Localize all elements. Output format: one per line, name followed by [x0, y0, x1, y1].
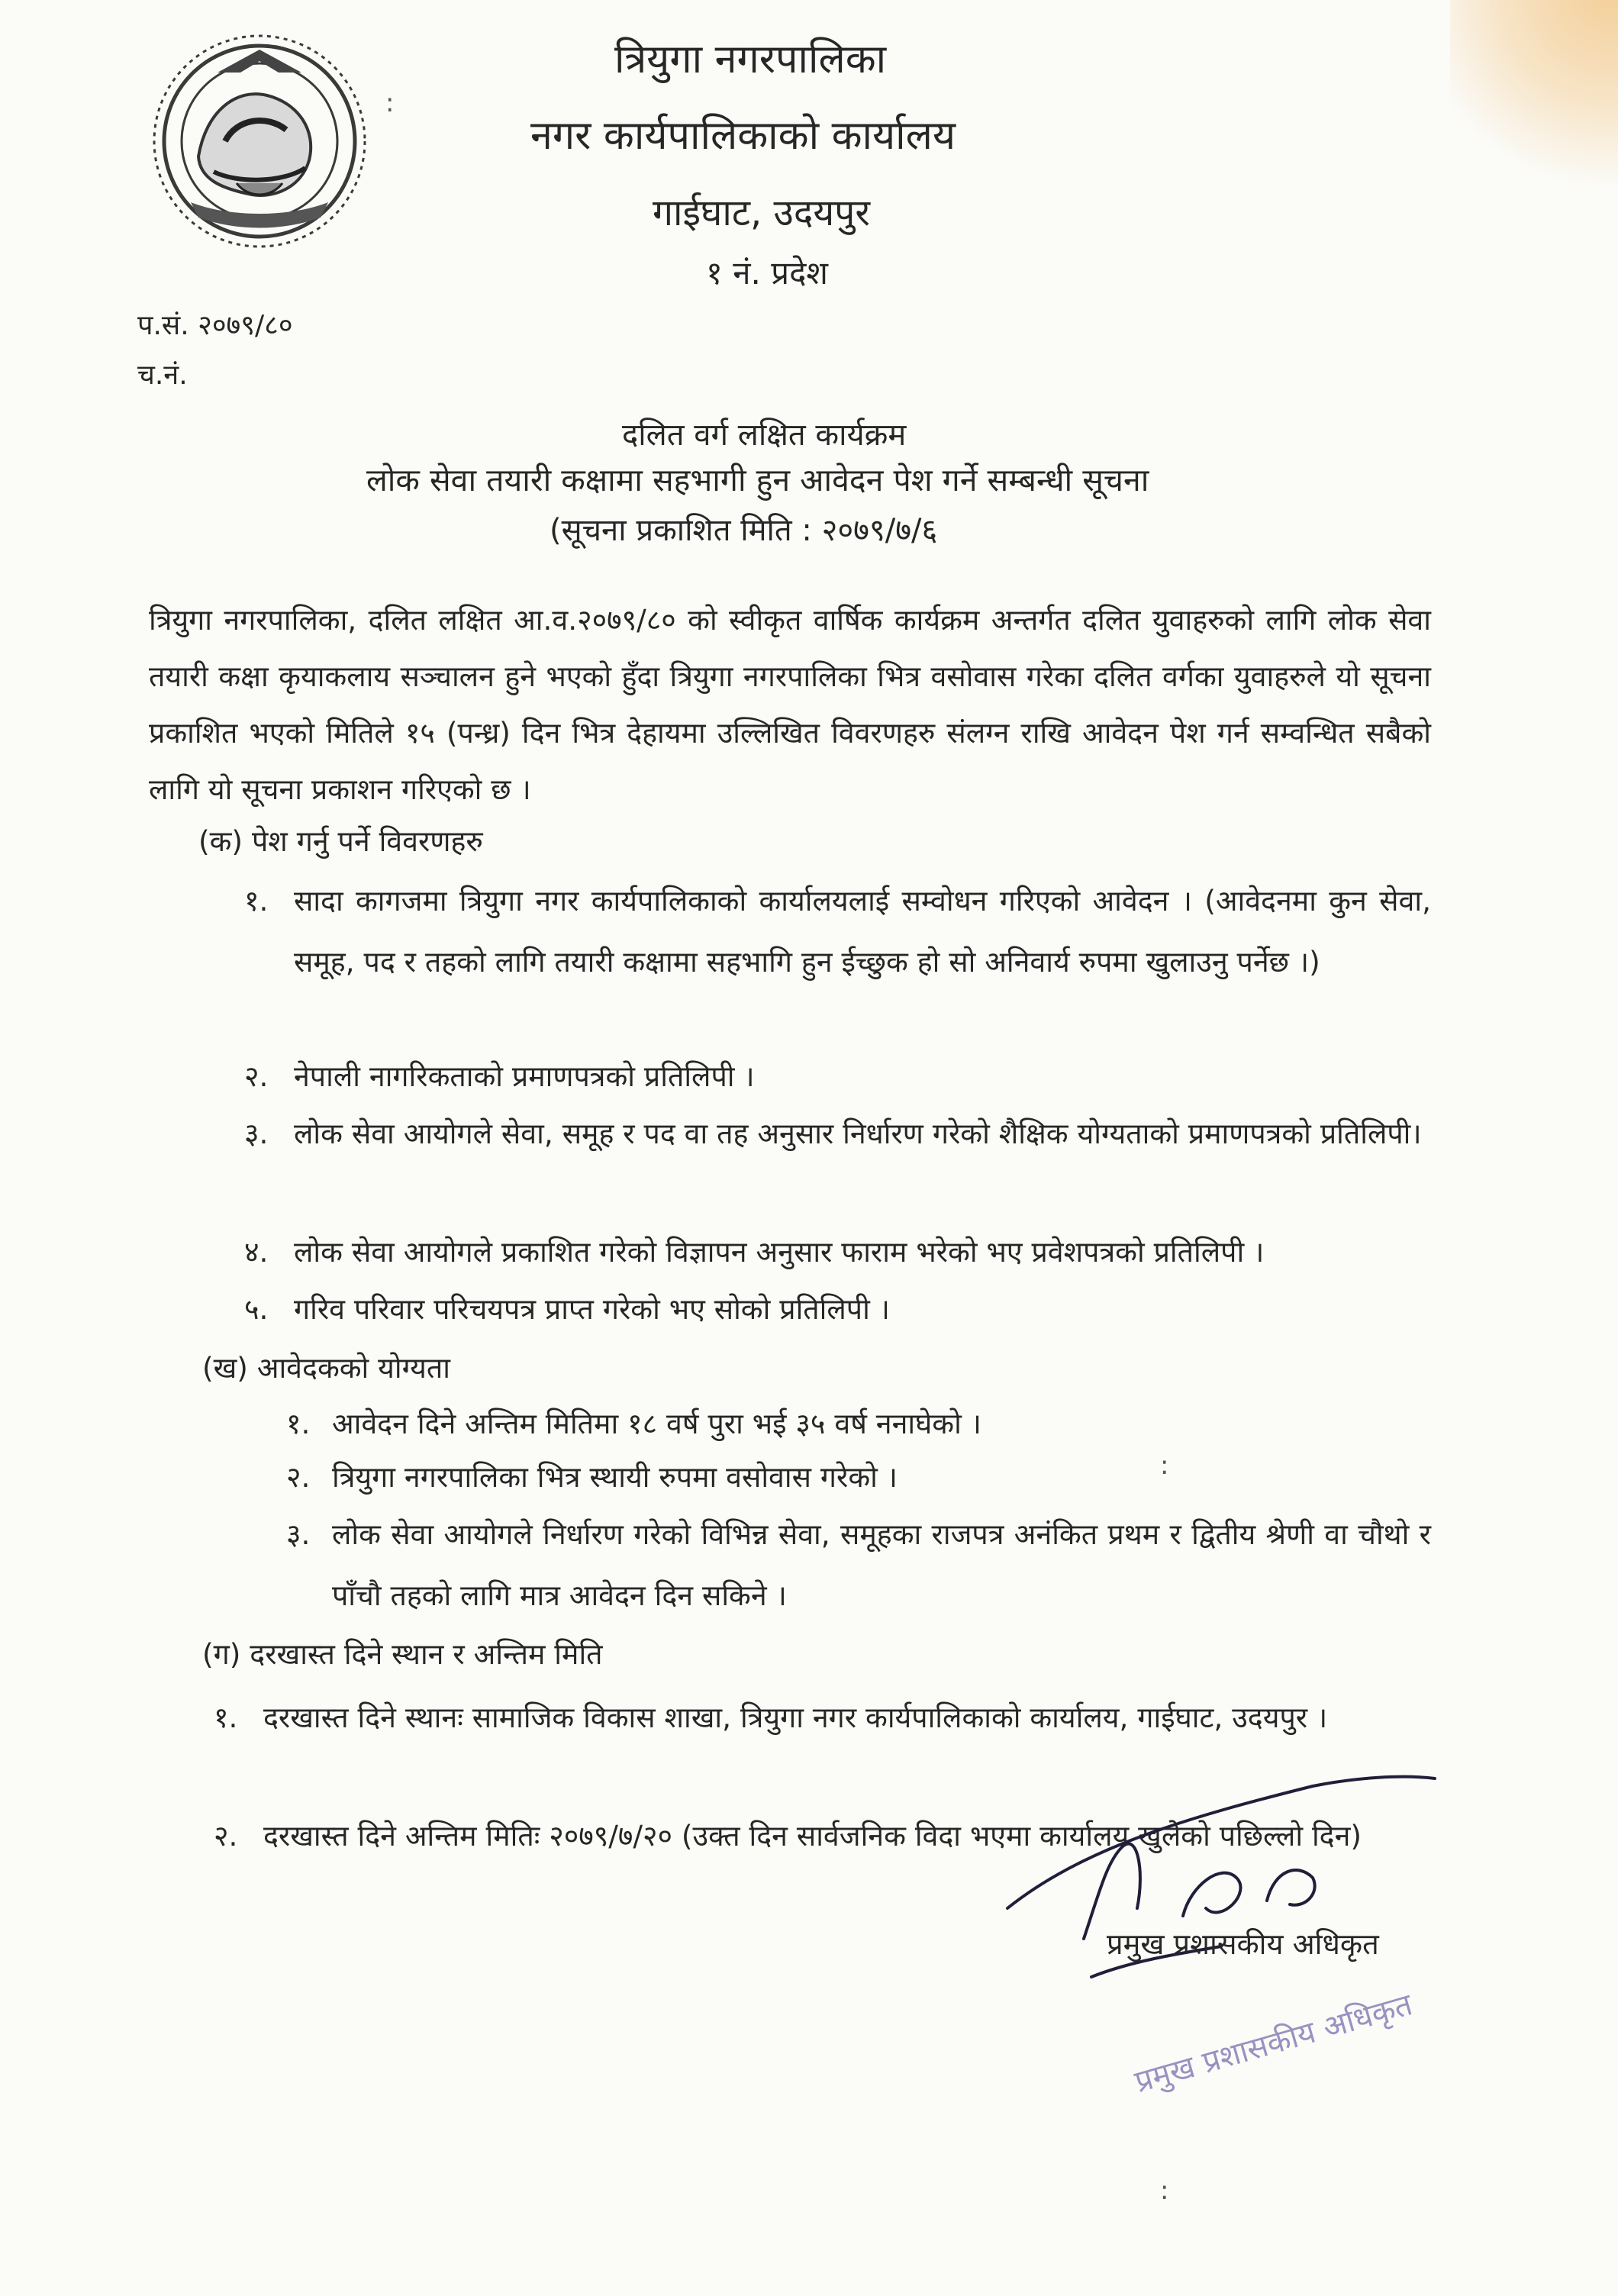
item-number: २.: [286, 1460, 311, 1494]
reference-number: प.सं. २०७९/८०: [137, 310, 293, 341]
notice-intro-paragraph: त्रियुगा नगरपालिका, दलित लक्षित आ.व.२०७९/८० को स्वीकृत वार्षिक कार्यक्रम अन्तर्गत दलित युवाहरुको लागि लोक सेवा तयारी कक्षा कृयाकलाय सञ्चालन हुने भएको हुँदा त्रियुगा नगरपालिका भित्र वसोवास गरेका दलित वर्गका युवाहरुले यो सूचना प्रकाशित भएको मितिले १५ (पन्ध्र) दिन भित्र देहायमा उल्लिखित विवरणहरु संलग्न राखि आवेदन पेश गर्न सम्वन्धित सबैको लागि यो सूचना प्रकाशन गरिएको छ ।: [149, 603, 1431, 806]
header-location: गाईघाट, उदयपुर: [653, 192, 871, 234]
item-text: गरिव परिवार परिचयपत्र प्राप्त गरेको भए सोको प्रतिलिपी ।: [294, 1292, 890, 1326]
item-number: २.: [214, 1819, 238, 1853]
header-municipality-name: त्रियुगा नगरपालिका: [614, 37, 887, 82]
header-office-name: नगर कार्यपालिकाको कार्यालय: [530, 113, 956, 159]
nepal-emblem-seal: [145, 27, 374, 256]
section-ka-item-3: [244, 1103, 1431, 1164]
notice-title-line1: दलित वर्ग लक्षित कार्यक्रम: [622, 418, 907, 453]
item-text: सादा कागजमा त्रियुगा नगर कार्यपालिकाको कार्यालयलाई सम्वोधन गरिएको आवेदन । (आवेदनमा कुन सेवा, समूह, पद र तहको लागि तयारी कक्षामा सहभागि हुन ईच्छुक हो सो अनिवार्य रुपमा खुलाउनु पर्नेछ ।): [294, 884, 1431, 979]
item-text: दरखास्त दिने अन्तिम मितिः २०७९/७/२० (उक्त दिन सार्वजनिक विदा भएमा कार्यालय खुलेको पछिल्लो दिन): [263, 1819, 1362, 1853]
item-number: १.: [244, 884, 269, 917]
item-number: २.: [244, 1059, 269, 1093]
item-text: नेपाली नागरिकताको प्रमाणपत्रको प्रतिलिपी ।: [294, 1059, 755, 1093]
section-kha-item-3: [286, 1504, 1431, 1626]
speck: :: [1160, 1450, 1169, 1481]
handwritten-signature: [992, 1756, 1465, 2015]
item-text: आवेदन दिने अन्तिम मितिमा १८ वर्ष पुरा भई ३५ वर्ष ननाघेको ।: [332, 1407, 981, 1440]
notice-publish-date: (सूचना प्रकाशित मिति : २०७९/७/६: [550, 513, 938, 548]
item-number: १.: [214, 1701, 238, 1734]
item-number: ५.: [244, 1292, 269, 1326]
item-text: लोक सेवा आयोगले सेवा, समूह र पद वा तह अनुसार निर्धारण गरेको शैक्षिक योग्यताको प्रमाणपत्रको प्रतिलिपी।: [294, 1117, 1422, 1150]
official-stamp-text: प्रमुख प्रशासकीय अधिकृत: [1130, 1987, 1417, 2100]
section-ka-item-5: [244, 1279, 1431, 1340]
section-ga-heading: (ग) दरखास्त दिने स्थान र अन्तिम मिति: [202, 1637, 603, 1671]
section-ka-item-1: [244, 870, 1431, 992]
section-ka-heading: (क) पेश गर्नु पर्ने विवरणहरु: [198, 824, 483, 858]
item-text: लोक सेवा आयोगले निर्धारण गरेको विभिन्न सेवा, समूहका राजपत्र अनंकित प्रथम र द्वितीय श्रेणी वा चौथो र पाँचौ तहको लागि मात्र आवेदन दिन सकिने ।: [332, 1517, 1431, 1612]
section-kha-item-2: [286, 1446, 1431, 1508]
item-text: त्रियुगा नगरपालिका भित्र स्थायी रुपमा वसोवास गरेको ।: [332, 1460, 898, 1494]
section-kha-item-1: [286, 1393, 1431, 1454]
paper-stain: [1450, 0, 1618, 198]
item-number: ४.: [244, 1235, 269, 1269]
item-text: दरखास्त दिने स्थानः सामाजिक विकास शाखा, त्रियुगा नगर कार्यपालिकाको कार्यालय, गाईघाट, उदयपुर ।: [263, 1701, 1328, 1734]
item-number: १.: [286, 1407, 311, 1440]
section-ka-item-4: [244, 1221, 1431, 1282]
item-text: लोक सेवा आयोगले प्रकाशित गरेको विज्ञापन अनुसार फाराम भरेको भए प्रवेशपत्रको प्रतिलिपी ।: [294, 1235, 1265, 1269]
dispatch-number: च.नं.: [137, 360, 188, 391]
speck: :: [1160, 2175, 1169, 2206]
notice-title-line2: लोक सेवा तयारी कक्षामा सहभागी हुन आवेदन पेश गर्ने सम्बन्धी सूचना: [366, 462, 1149, 498]
speck: :: [385, 88, 395, 118]
section-ga-item-1: [214, 1687, 1431, 1748]
section-kha-heading: (ख) आवेदकको योग्यता: [202, 1351, 451, 1385]
header-province: १ नं. प्रदेश: [706, 254, 828, 292]
item-number: ३.: [244, 1117, 269, 1150]
section-ka-item-2: [244, 1046, 1431, 1107]
item-number: ३.: [286, 1517, 311, 1551]
signatory-designation: प्रमुख प्रशासकीय अधिकृत: [1107, 1927, 1379, 1961]
